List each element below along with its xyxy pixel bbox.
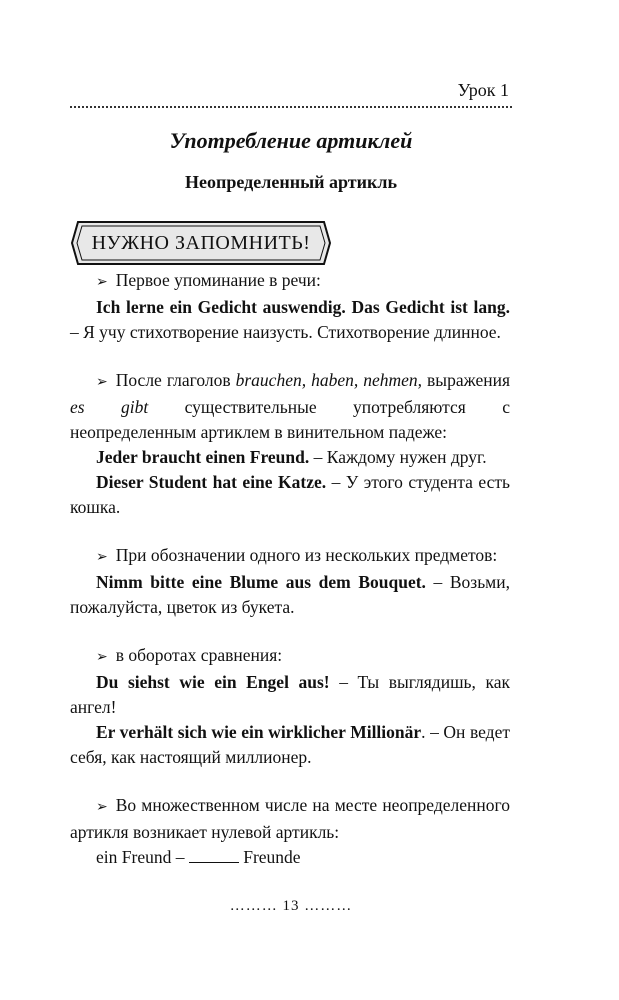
example-german: Du siehst wie ein Engel aus! [96,672,330,692]
arrow-bullet-icon: ➢ [96,275,108,290]
rule-bullet: ➢ Первое упоминание в речи: [96,270,321,290]
arrow-bullet-icon: ➢ [96,550,108,565]
page-number: 13 [282,898,300,914]
running-header [70,80,512,108]
example-german: Ich lerne ein Gedicht auswendig. Das Gedicht ist lang. [96,297,510,317]
notice-box-label: НУЖНО ЗАПОМНИТЬ! [91,232,311,254]
example-line [70,445,510,470]
example-german: Nimm bitte eine Blume aus dem Bouquet. [96,572,426,592]
lesson-label: Урок 1 [457,80,509,100]
example-translation: . – Он ведет себя, как настоящий миллионер. [70,722,510,767]
zero-article-blank [189,846,239,863]
example-translation: – Ты выглядишь, как ангел! [70,672,510,717]
example-line [70,720,510,770]
example-translation: – У этого студента есть кошка. [70,472,510,517]
example-line [70,670,510,720]
rule-bullet: ➢ в оборотах сравнения: [96,645,283,665]
page-footer [70,898,512,915]
example-translation: – Я учу стихотворение наизусть. Стихотворение длинное. [70,322,501,342]
example-german: Jeder braucht einen Freund. [96,447,310,467]
rule-bullet: ➢ При обозначении одного из нескольких предметов: [96,545,498,565]
example-line [70,570,510,620]
example-line [70,470,510,520]
example-german: Er verhält sich wie ein wirklicher Millionär [96,722,422,742]
footer-dots-left: ……… [229,898,278,914]
rule-bullet: ➢ После глаголов brauchen, haben, nehmen, выражения es gibt существительные употребляются с неопределенным артиклем в винительном падеже: [70,370,510,442]
notice-box [70,220,332,266]
example-singular: ein Freund – [96,847,189,867]
example-line [70,295,510,345]
example-line [70,845,510,870]
footer-dots-right: ……… [304,898,353,914]
example-german: Dieser Student hat eine Katze. [96,472,327,492]
example-translation: – Возьми, пожалуйста, цветок из букета. [70,572,511,617]
page-title: Употребление артиклей [169,128,413,153]
arrow-bullet-icon: ➢ [96,650,108,665]
arrow-bullet-icon: ➢ [96,800,108,815]
example-translation: – Каждому нужен друг. [309,447,487,467]
arrow-bullet-icon: ➢ [96,375,108,390]
example-plural: Freunde [238,847,301,867]
lesson-content [70,268,510,870]
rule-bullet: ➢ Во множественном числе на месте неопределенного артикля возникает нулевой артикль: [70,795,510,842]
page-subtitle: Неопределенный артикль [185,172,397,192]
